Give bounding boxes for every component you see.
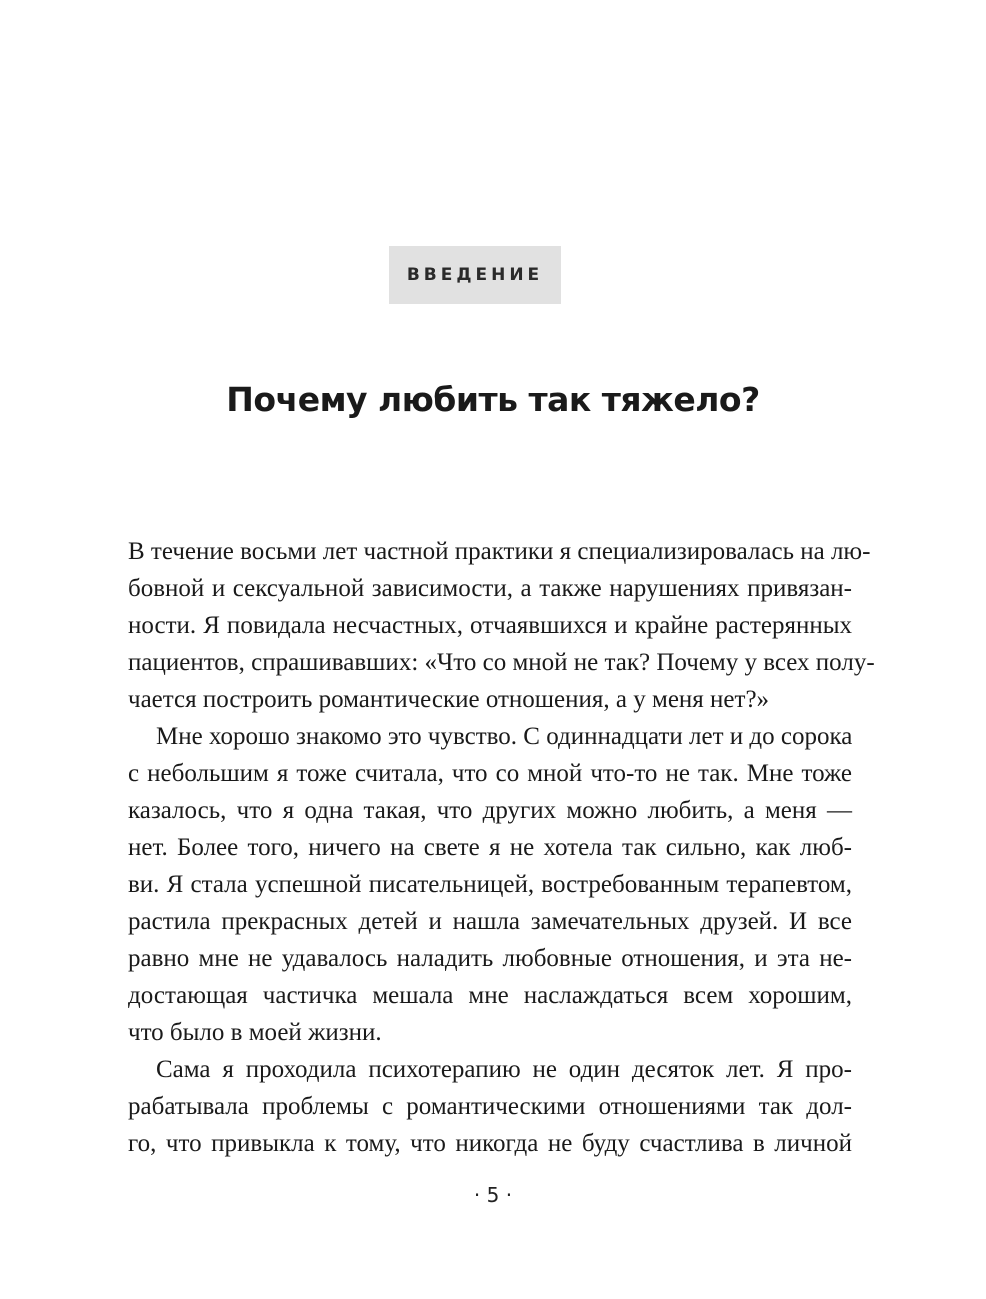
paragraph [128,1051,852,1162]
text-line: чается построить романтические отношения, а у меня нет?» [128,686,770,713]
text-line: нет. Более того, ничего на свете я не хотела так сильно, как люб- [128,834,852,861]
text-line: ности. Я повидала несчастных, отчаявшихся и крайне растерянных [128,612,852,639]
text-line: рабатывала проблемы с романтическими отношениями так дол- [128,1093,852,1120]
text-line: Сама я проходила психотерапию не один десяток лет. Я про- [156,1056,852,1083]
text-line: го, что привыкла к тому, что никогда не буду счастлива в личной [128,1130,852,1157]
chapter-label: ВВЕДЕНИЕ [389,246,561,304]
text-line: Мне хорошо знакомо это чувство. С одиннадцати лет и до сорока [156,723,853,750]
text-line: бовной и сексуальной зависимости, а также нарушениях привязан- [128,575,852,602]
paragraph [128,718,852,1051]
text-line: пациентов, спрашивавших: «Что со мной не так? Почему у всех полу- [128,649,875,676]
text-line: растила прекрасных детей и нашла замечательных друзей. И все [128,908,852,935]
text-line: достающая частичка мешала мне наслаждаться всем хорошим, [128,982,852,1009]
page-number: · 5 · [473,1183,513,1207]
text-line: равно мне не удавалось наладить любовные отношения, и эта не- [128,945,852,972]
text-line: казалось, что я одна такая, что других можно любить, а меня — [128,797,852,824]
chapter-title: Почему любить так тяжело? [226,380,760,419]
paragraph [128,533,875,718]
text-line: с небольшим я тоже считала, что со мной что-то не так. Мне тоже [128,760,852,787]
text-line: В течение восьми лет частной практики я специализировалась на лю- [128,538,871,565]
body-text [128,533,875,1162]
text-line: что было в моей жизни. [128,1019,382,1046]
text-line: ви. Я стала успешной писательницей, востребованным терапевтом, [128,871,852,898]
